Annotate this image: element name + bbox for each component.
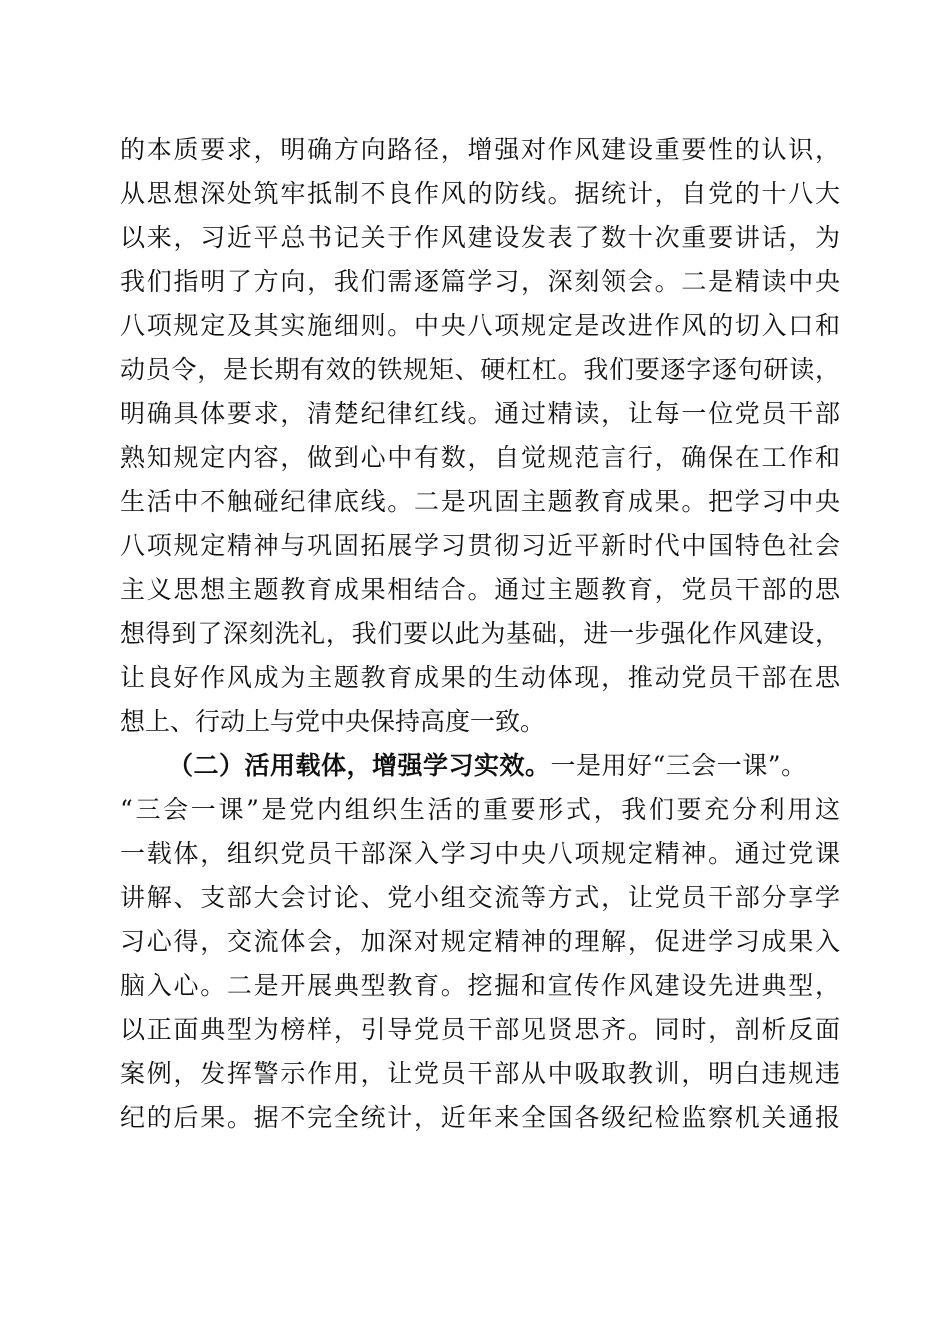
text-line: 纪的后果。据不完全统计，近年来全国各级纪检监察机关通报 — [120, 1103, 840, 1132]
text-line: 八项规定精神与巩固拓展学习贯彻习近平新时代中国特色社会 — [120, 531, 840, 560]
text-line: 以正面典型为榜样，引导党员干部见贤思齐。同时，剖析反面 — [120, 1015, 840, 1044]
text-line: 我们指明了方向，我们需逐篇学习，深刻领会。二是精读中央 — [120, 267, 840, 296]
section-heading-rest: 一是用好“三会一课”。 — [550, 751, 807, 780]
section-heading-line — [120, 744, 840, 788]
text-line: 主义思想主题教育成果相结合。通过主题教育，党员干部的思 — [120, 575, 840, 604]
text-line: 八项规定及其实施细则。中央八项规定是改进作风的切入口和 — [120, 311, 840, 340]
text-line: 熟知规定内容，做到心中有数，自觉规范言行，确保在工作和 — [120, 443, 840, 472]
text-line: 的本质要求，明确方向路径，增强对作风建设重要性的认识， — [120, 135, 840, 164]
text-line: 生活中不触碰纪律底线。二是巩固主题教育成果。把学习中央 — [120, 487, 840, 516]
text-line: 脑入心。二是开展典型教育。挖掘和宣传作风建设先进典型， — [120, 971, 840, 1000]
text-line: 以来，习近平总书记关于作风建设发表了数十次重要讲话，为 — [120, 223, 840, 252]
text-line: 想上、行动上与党中央保持高度一致。 — [120, 707, 546, 736]
text-line: 一载体，组织党员干部深入学习中央八项规定精神。通过党课 — [120, 839, 840, 868]
text-line: 案例，发挥警示作用，让党员干部从中吸取教训，明白违规违 — [120, 1059, 840, 1088]
text-line: 习心得，交流体会，加深对规定精神的理解，促进学习成果入 — [120, 927, 840, 956]
text-line: 明确具体要求，清楚纪律红线。通过精读，让每一位党员干部 — [120, 399, 840, 428]
section-heading: （二）活用载体，增强学习实效。 — [168, 751, 551, 780]
text-line: 想得到了深刻洗礼，我们要以此为基础，进一步强化作风建设， — [120, 619, 840, 648]
text-line: 从思想深处筑牢抵制不良作风的防线。据统计，自党的十八大 — [120, 179, 840, 208]
text-line: 让良好作风成为主题教育成果的生动体现，推动党员干部在思 — [120, 663, 840, 692]
body-text — [120, 128, 840, 1140]
text-line: 讲解、支部大会讨论、党小组交流等方式，让党员干部分享学 — [120, 883, 840, 912]
text-line: “三会一课”是党内组织生活的重要形式，我们要充分利用这 — [120, 795, 840, 824]
text-line: 动员令，是长期有效的铁规矩、硬杠杠。我们要逐字逐句研读， — [120, 355, 840, 384]
